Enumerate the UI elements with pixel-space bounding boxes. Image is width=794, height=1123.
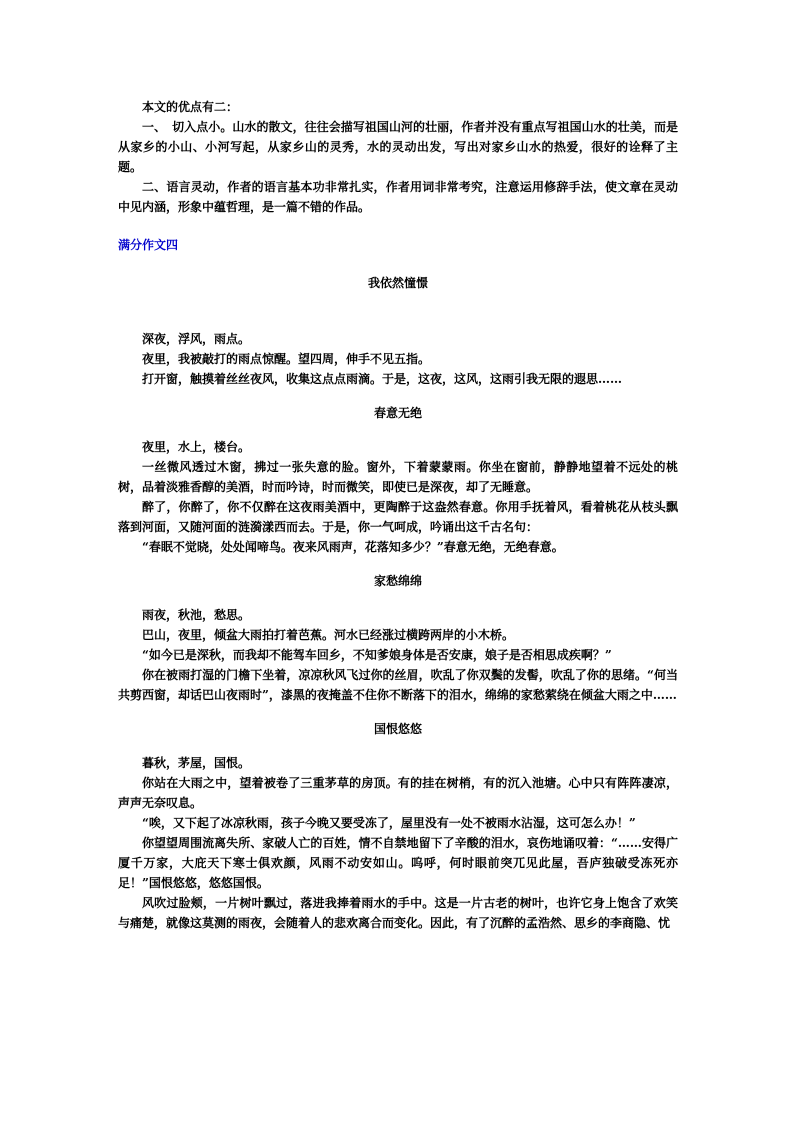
intro-point-1: 一、 切入点小。山水的散文，往往会描写祖国山河的壮丽，作者并没有重点写祖国山水的壮美，而是从家乡的小山、小河写起，从家乡山的灵秀，水的灵动出发，写出对家乡山水的热爱，很好的诠释了主题。 xyxy=(118,120,678,174)
part-title-1: 春意无绝 xyxy=(373,406,422,420)
part-3-paragraph: 你站在大雨之中，望着被卷了三重茅草的房顶。有的挂在树梢，有的沉入池塘。心中只有阵阵凄凉，声声无奈叹息。 xyxy=(118,776,678,810)
part-1-paragraph: 夜里，水上，楼台。 xyxy=(142,440,251,454)
part-3-paragraph: “唉，又下起了冰凉秋雨，孩子今晚又要受冻了，屋里没有一处不被雨水沾湿，这可怎么办！” xyxy=(142,816,636,830)
opening-line-3: 打开窗，触摸着丝丝夜风，收集这点点雨滴。于是，这夜，这风，这雨引我无限的遐思…… xyxy=(142,372,623,386)
part-3-paragraph: 你望望周围流离失所、家破人亡的百姓，情不自禁地留下了辛酸的泪水，哀伤地诵叹着：“……安得广厦千万家，大庇天下寒士俱欢颜，风雨不动安如山。呜呼，何时眼前突兀见此屋，吾庐独破受冻死亦足！”国恨悠悠，悠悠国恨。 xyxy=(118,836,678,890)
part-1-paragraph: 一丝微风透过木窗，拂过一张失意的脸。窗外，下着蒙蒙雨。你坐在窗前，静静地望着不远处的桃树，品着淡雅香醇的美酒，时而吟诗，时而微笑，即使已是深夜，却了无睡意。 xyxy=(118,460,678,494)
part-1-paragraph: “春眠不觉晓，处处闻啼鸟。夜来风雨声，花落知多少？”春意无绝，无绝春意。 xyxy=(142,540,564,554)
part-1-paragraph: 醉了，你醉了，你不仅醉在这夜雨美酒中，更陶醉于这盎然春意。你用手抚着风，看着桃花从枝头飘落到河面，又随河面的涟漪漾西而去。于是，你一气呵成，吟诵出这千古名句： xyxy=(118,500,678,534)
opening-line-2: 夜里，我被敲打的雨点惊醒。望四周，伸手不见五指。 xyxy=(142,352,431,366)
intro-point-2: 二、语言灵动，作者的语言基本功非常扎实，作者用词非常考究，注意运用修辞手法，使文章在灵动中见内涵，形象中蕴哲理，是一篇不错的作品。 xyxy=(118,180,678,214)
section-label: 满分作文四 xyxy=(118,238,179,252)
document-body xyxy=(118,97,678,933)
part-2-paragraph: 你在被雨打湿的门檐下坐着，凉凉秋风飞过你的丝眉，吹乱了你双鬓的发髻，吹乱了你的思绪。“何当共剪西窗，却话巴山夜雨时”，漆黑的夜掩盖不住你不断落下的泪水，绵绵的家愁萦绕在倾盆大雨之中…… xyxy=(118,668,678,702)
intro-heading: 本文的优点有二： xyxy=(142,100,239,114)
opening-line-1: 深夜，浮风，雨点。 xyxy=(142,332,251,346)
part-2-paragraph: 雨夜，秋池，愁思。 xyxy=(142,608,251,622)
part-3-paragraph: 风吹过脸颊，一片树叶飘过，落进我捧着雨水的手中。这是一片古老的树叶，也许它身上饱含了欢笑与痛楚，就像这莫测的雨夜，会随着人的悲欢离合而变化。因此，有了沉醉的孟浩然、思乡的李商隐、忧 xyxy=(118,896,678,930)
part-title-3: 国恨悠悠 xyxy=(373,722,422,736)
part-title-2: 家愁绵绵 xyxy=(373,574,422,588)
part-2-paragraph: 巴山，夜里，倾盆大雨拍打着芭蕉。河水已经涨过横跨两岸的小木桥。 xyxy=(142,628,515,642)
part-3-paragraph: 暮秋，茅屋，国恨。 xyxy=(142,756,251,770)
part-2-paragraph: “如今已是深秋，而我却不能驾车回乡，不知爹娘身体是否安康，娘子是否相思成疾啊？” xyxy=(142,648,612,662)
essay-title: 我依然憧憬 xyxy=(367,276,428,290)
